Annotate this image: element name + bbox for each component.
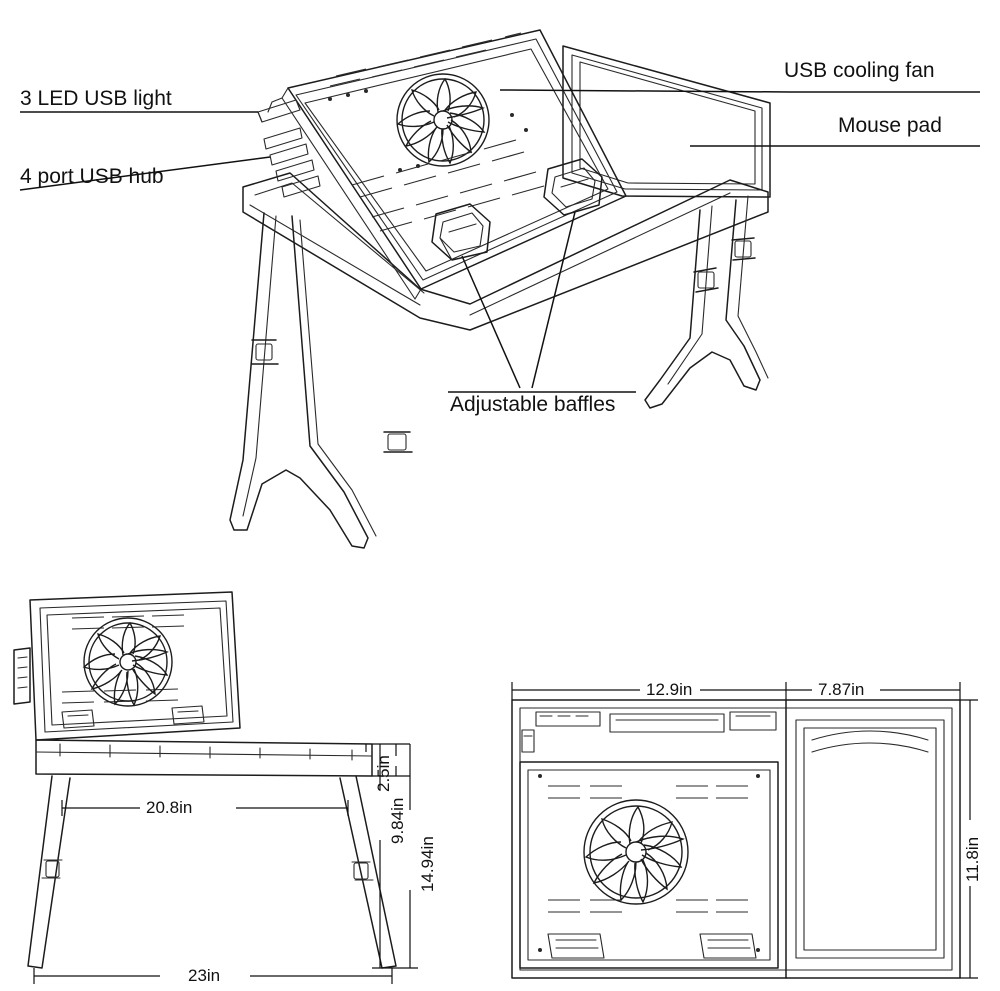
callout-cooling-fan: USB cooling fan: [784, 59, 935, 82]
dimension-top-width-left: 12.9in: [646, 680, 693, 699]
dimension-side-height-mid: 9.84in: [388, 797, 407, 844]
callout-mouse-pad: Mouse pad: [838, 114, 942, 137]
dimension-side-width-bottom: 23in: [188, 966, 221, 985]
dimension-side-height-total: 14.94in: [418, 836, 437, 892]
callout-usb-hub: 4 port USB hub: [20, 165, 164, 188]
dimension-side-height-small: 2.5in: [374, 755, 393, 792]
top-view: [512, 682, 978, 978]
dimension-top-depth: 11.8in: [963, 836, 982, 882]
side-view: [14, 592, 418, 984]
callout-led-usb-light: 3 LED USB light: [20, 87, 172, 110]
callout-adjustable-baffles: Adjustable baffles: [450, 393, 616, 416]
dimension-side-width-top: 20.8in: [146, 798, 193, 817]
dimension-top-width-right: 7.87in: [818, 680, 865, 699]
